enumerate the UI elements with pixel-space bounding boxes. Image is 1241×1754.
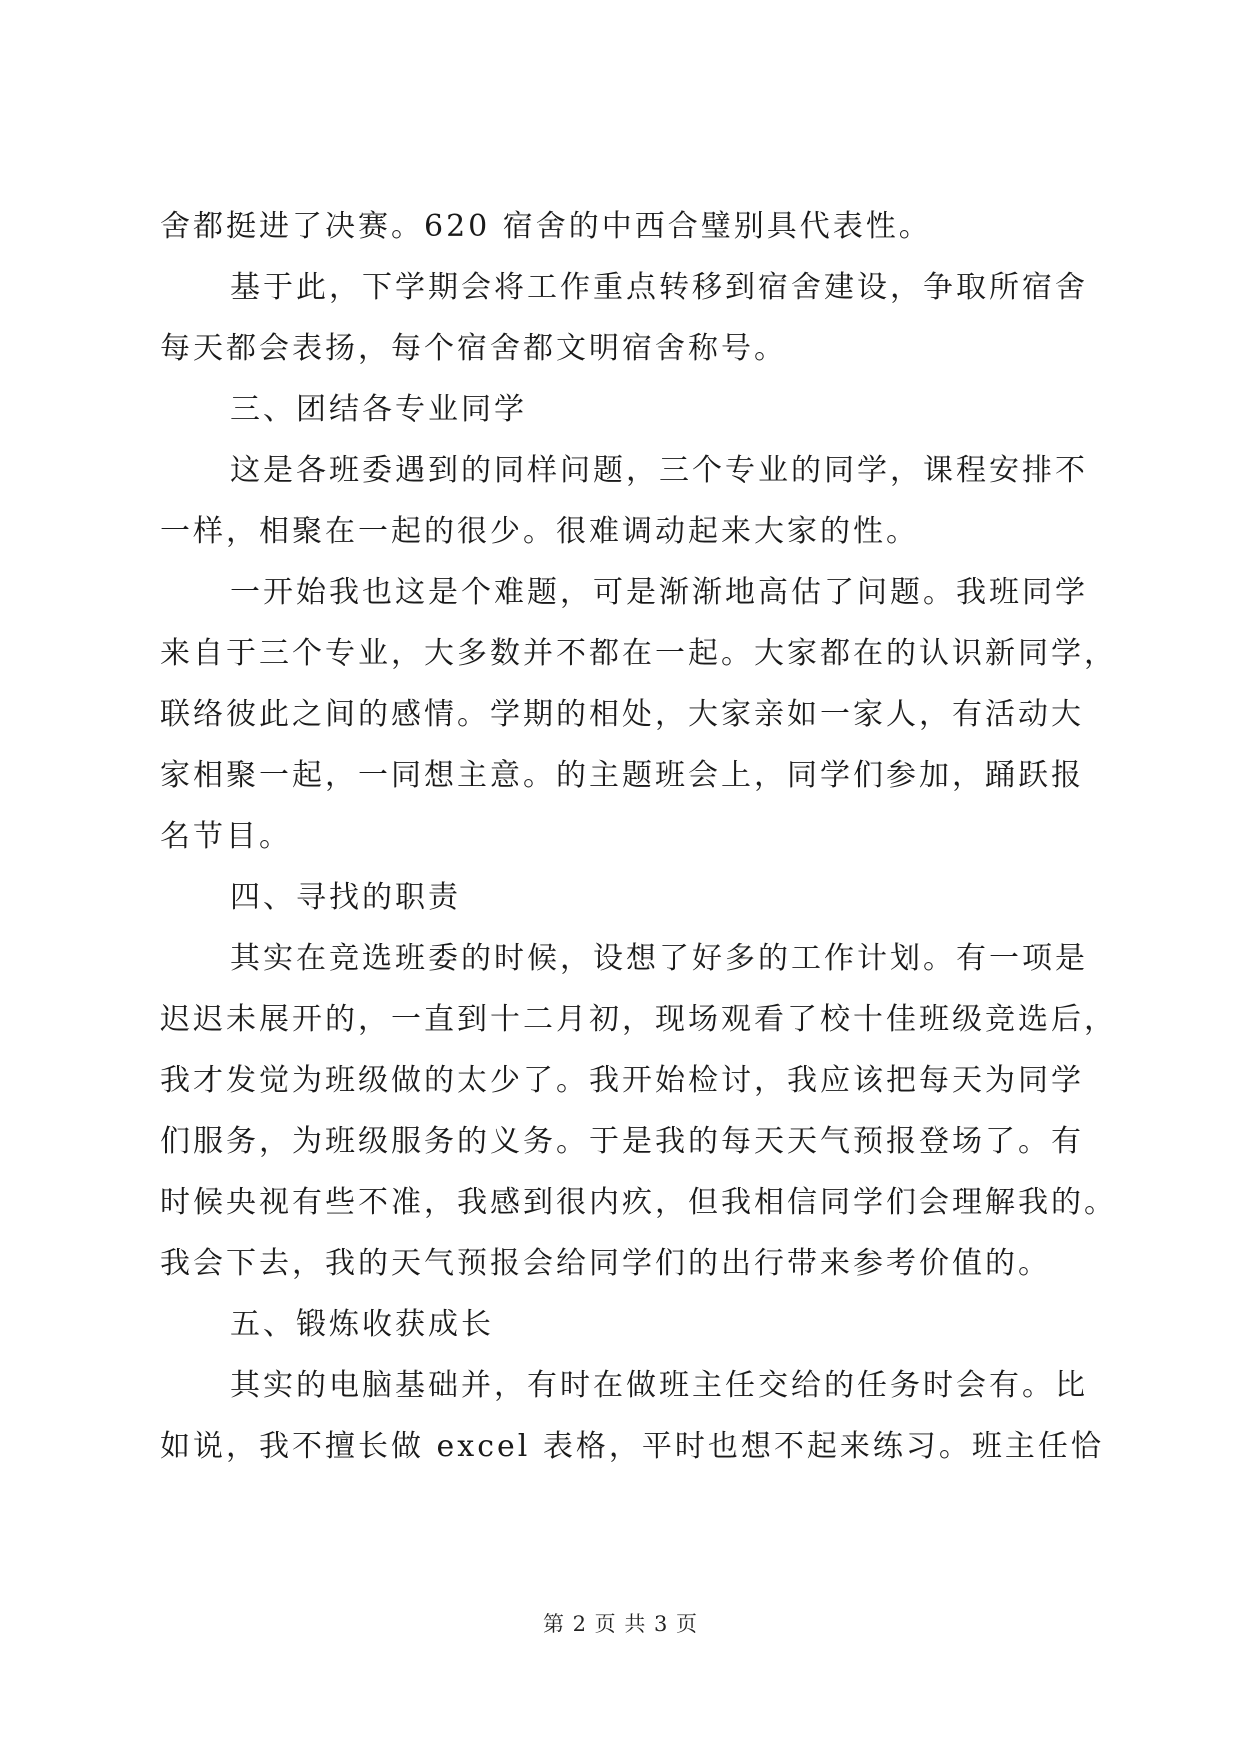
- text-line: 一样，相聚在一起的很少。很难调动起来大家的性。: [160, 514, 919, 549]
- text-line: 时候央视有些不准，我感到很内疚，但我相信同学们会理解我的。: [160, 1185, 1117, 1220]
- document-body: [160, 196, 1117, 1477]
- text-line: 们服务，为班级服务的义务。于是我的每天天气预报登场了。有: [160, 1124, 1084, 1159]
- section-heading: 四、寻找的职责: [230, 880, 461, 915]
- section-heading: 五、锻炼收获成长: [230, 1307, 494, 1342]
- section-heading: 三、团结各专业同学: [230, 392, 527, 427]
- text-line: 迟迟未展开的，一直到十二月初，现场观看了校十佳班级竞选后，: [160, 1002, 1117, 1037]
- text-line: 家相聚一起，一同想主意。的主题班会上，同学们参加，踊跃报: [160, 758, 1084, 793]
- text-line: 联络彼此之间的感情。学期的相处，大家亲如一家人，有活动大: [160, 697, 1084, 732]
- text-line: 名节目。: [160, 819, 292, 854]
- page-footer: 第 2 页 共 3 页: [542, 1612, 699, 1636]
- text-line: 这是各班委遇到的同样问题，三个专业的同学，课程安排不: [230, 453, 1088, 488]
- text-line: 其实的电脑基础并，有时在做班主任交给的任务时会有。比: [230, 1368, 1088, 1403]
- text-line: 我会下去，我的天气预报会给同学们的出行带来参考价值的。: [160, 1246, 1051, 1281]
- text-line: 基于此，下学期会将工作重点转移到宿舍建设，争取所宿舍: [230, 270, 1088, 305]
- text-line: 一开始我也这是个难题，可是渐渐地高估了问题。我班同学: [230, 575, 1088, 610]
- text-line: 其实在竞选班委的时候，设想了好多的工作计划。有一项是: [230, 941, 1088, 976]
- text-line: 舍都挺进了决赛。620 宿舍的中西合璧别具代表性。: [160, 209, 932, 244]
- text-line: 如说，我不擅长做 excel 表格，平时也想不起来练习。班主任恰: [160, 1429, 1104, 1464]
- text-line: 我才发觉为班级做的太少了。我开始检讨，我应该把每天为同学: [160, 1063, 1084, 1098]
- text-line: 每天都会表扬，每个宿舍都文明宿舍称号。: [160, 331, 787, 366]
- text-line: 来自于三个专业，大多数并不都在一起。大家都在的认识新同学，: [160, 636, 1117, 671]
